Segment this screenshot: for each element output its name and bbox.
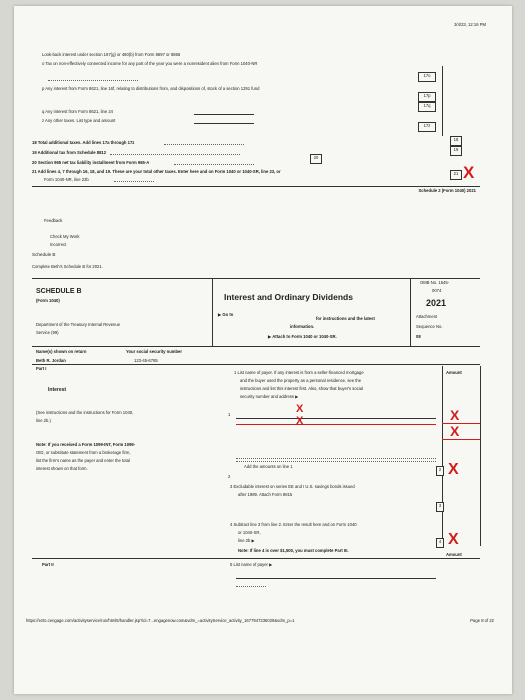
incorrect-mark-amount-1[interactable]: X — [450, 407, 460, 423]
section-instruction: Complete Beth's Schedule B for 2021. — [32, 264, 103, 269]
box-4: 4 — [436, 538, 444, 548]
sequence-number: 08 — [416, 334, 421, 339]
note-1099-3: list the firm's name as the payer and enter the total — [36, 458, 130, 463]
incorrect-mark-amount-2[interactable]: X — [450, 423, 460, 439]
incorrect-mark-payer-1: X — [296, 403, 304, 415]
line-lookback: Look-back interest under section 167(g) or 460(b) from Form 8697 or 8866 — [42, 52, 181, 57]
box-21: 21 — [450, 170, 462, 180]
see-instructions: (See instructions and the instructions for Form 1040, — [36, 410, 134, 415]
taxpayer-name: Beth R. Jordan — [36, 358, 66, 363]
goto-text-2: information. — [290, 324, 315, 329]
note-1099-4: interest shown on that form. — [36, 466, 88, 471]
box-19: 19 — [450, 146, 462, 156]
line-17z: z Any other taxes. List type and amount — [42, 118, 116, 123]
box-20: 20 — [310, 154, 322, 164]
amount-header: Amount — [446, 370, 462, 375]
line-3-text: 3 Excludable interest on series EE and I U.S. savings bonds issued — [230, 484, 355, 489]
amount-header-2: Amount — [446, 552, 462, 557]
ssn-label: Your social security number — [126, 349, 183, 354]
document-page — [14, 6, 512, 694]
page-number: Page 8 of 22 — [470, 618, 494, 623]
form-title: Interest and Ordinary Dividends — [224, 292, 353, 302]
see-instructions-2: line 2b.) — [36, 418, 51, 423]
schedule-b-name: SCHEDULE B — [36, 288, 82, 295]
line-1-text-4: security number and address ▶ — [240, 394, 299, 399]
goto-label: ▶ Go to — [218, 312, 234, 317]
line-21-cont: Form 1040-NR, line 23b — [44, 177, 89, 182]
box-17q: 17q — [418, 102, 436, 112]
box-3: 3 — [436, 502, 444, 512]
goto-text: for instructions and the latest — [316, 316, 375, 321]
note-1099-2: OID, or substitute statement from a brokerage firm, — [36, 450, 131, 455]
attach-instruction: ▶ Attach to Form 1040 or 1040-SR. — [268, 334, 337, 339]
line-17o: o Tax on non-effectively connected income for any part of the year you were a nonresident alien from Form 1040-NR — [42, 61, 258, 66]
omb-number: OMB No. 1545- — [420, 280, 450, 285]
part-2-label: Part II — [42, 562, 54, 567]
section-heading: Schedule B — [32, 252, 56, 257]
line-18: 18 Total additional taxes. Add lines 17a through 17z — [32, 140, 135, 145]
interest-label: Interest — [48, 387, 67, 393]
incorrect-mark-payer-2: X — [296, 415, 304, 427]
taxpayer-ssn: 123-45-6785 — [134, 358, 158, 363]
line-20: 20 Section 965 net tax liability installment from Form 965-A — [32, 160, 150, 165]
line-4-text-2: or 1040-SR, — [238, 530, 261, 535]
check-my-work[interactable]: Check My Work — [50, 234, 80, 239]
line-4-text: 4 Subtract line 3 from line 2. Enter the result here and on Form 1040 — [230, 522, 357, 527]
sequence-label: Sequence No. — [416, 324, 443, 329]
incorrect-mark-21: X — [463, 163, 475, 182]
print-timestamp: 3/4/23, 12:16 PM — [454, 22, 486, 27]
incorrect-mark-line-2[interactable]: X — [448, 461, 459, 478]
line-2-text: Add the amounts on line 1 — [244, 464, 293, 469]
page-url: https://ezto.cengage.com/activityservice/run/html5/handler.jsp?id=7...engagenow.com&vdm_=activityService_activity_1677947236029&vdm_p=1 — [26, 618, 295, 623]
line-3-text-2: after 1989. Attach Form 8815 — [238, 492, 293, 497]
box-17o: 17o — [418, 72, 436, 82]
tax-year: 2021 — [426, 298, 447, 308]
line-19: 19 Additional tax from Schedule 8812 — [32, 150, 107, 155]
department-service: Service (99) — [36, 330, 59, 335]
line-17q: q Any interest from Form 8621, line 24 — [42, 109, 113, 114]
line-1-number: 1 — [228, 412, 231, 417]
box-17p: 17p — [418, 92, 436, 102]
omb-number-2: 0074 — [432, 288, 442, 293]
schedule-b-form: (Form 1040) — [36, 298, 60, 303]
line-5-text: 5 List name of payer ▶ — [230, 562, 273, 567]
line-1-text: 1 List name of payer. If any interest is from a seller-financed mortgage — [234, 370, 364, 375]
schedule2-footer: Schedule 2 (Form 1040) 2021 — [418, 188, 476, 193]
part-1-label: Part I — [36, 366, 47, 371]
box-18: 18 — [450, 136, 462, 146]
incorrect-mark-line-4[interactable]: X — [448, 531, 459, 548]
attachment-label: Attachment — [416, 314, 438, 319]
name-label: Name(s) shown on return — [36, 349, 87, 354]
line-1-text-3: instructions and list this interest first. Also, show that buyer's social — [240, 386, 363, 391]
part-3-note: Note: If line 4 is over $1,500, you must complete Part III. — [238, 548, 349, 553]
box-17z: 17z — [418, 122, 436, 132]
department: Department of the Treasury Internal Revenue — [36, 322, 121, 327]
note-1099: Note: If you received a Form 1099-INT, Form 1099- — [36, 442, 136, 447]
line-2-number: 2 — [228, 474, 231, 479]
box-2: 2 — [436, 466, 444, 476]
incorrect-label: Incorrect — [50, 242, 67, 247]
line-4-text-3: line 2b ▶ — [238, 538, 255, 543]
line-1-text-2: and the buyer used the property as a personal residence, see the — [240, 378, 362, 383]
line-21: 21 Add lines 4, 7 through 16, 18, and 19. These are your total other taxes. Enter here and on Form 1040 or 1040-SR, line 23, or — [32, 169, 281, 174]
feedback-title: Feedback — [44, 218, 63, 223]
line-17p: p Any interest from Form 8621, line 16f, relating to distributions from, and dispositions of, stock of a section 1291 fund — [42, 86, 260, 91]
